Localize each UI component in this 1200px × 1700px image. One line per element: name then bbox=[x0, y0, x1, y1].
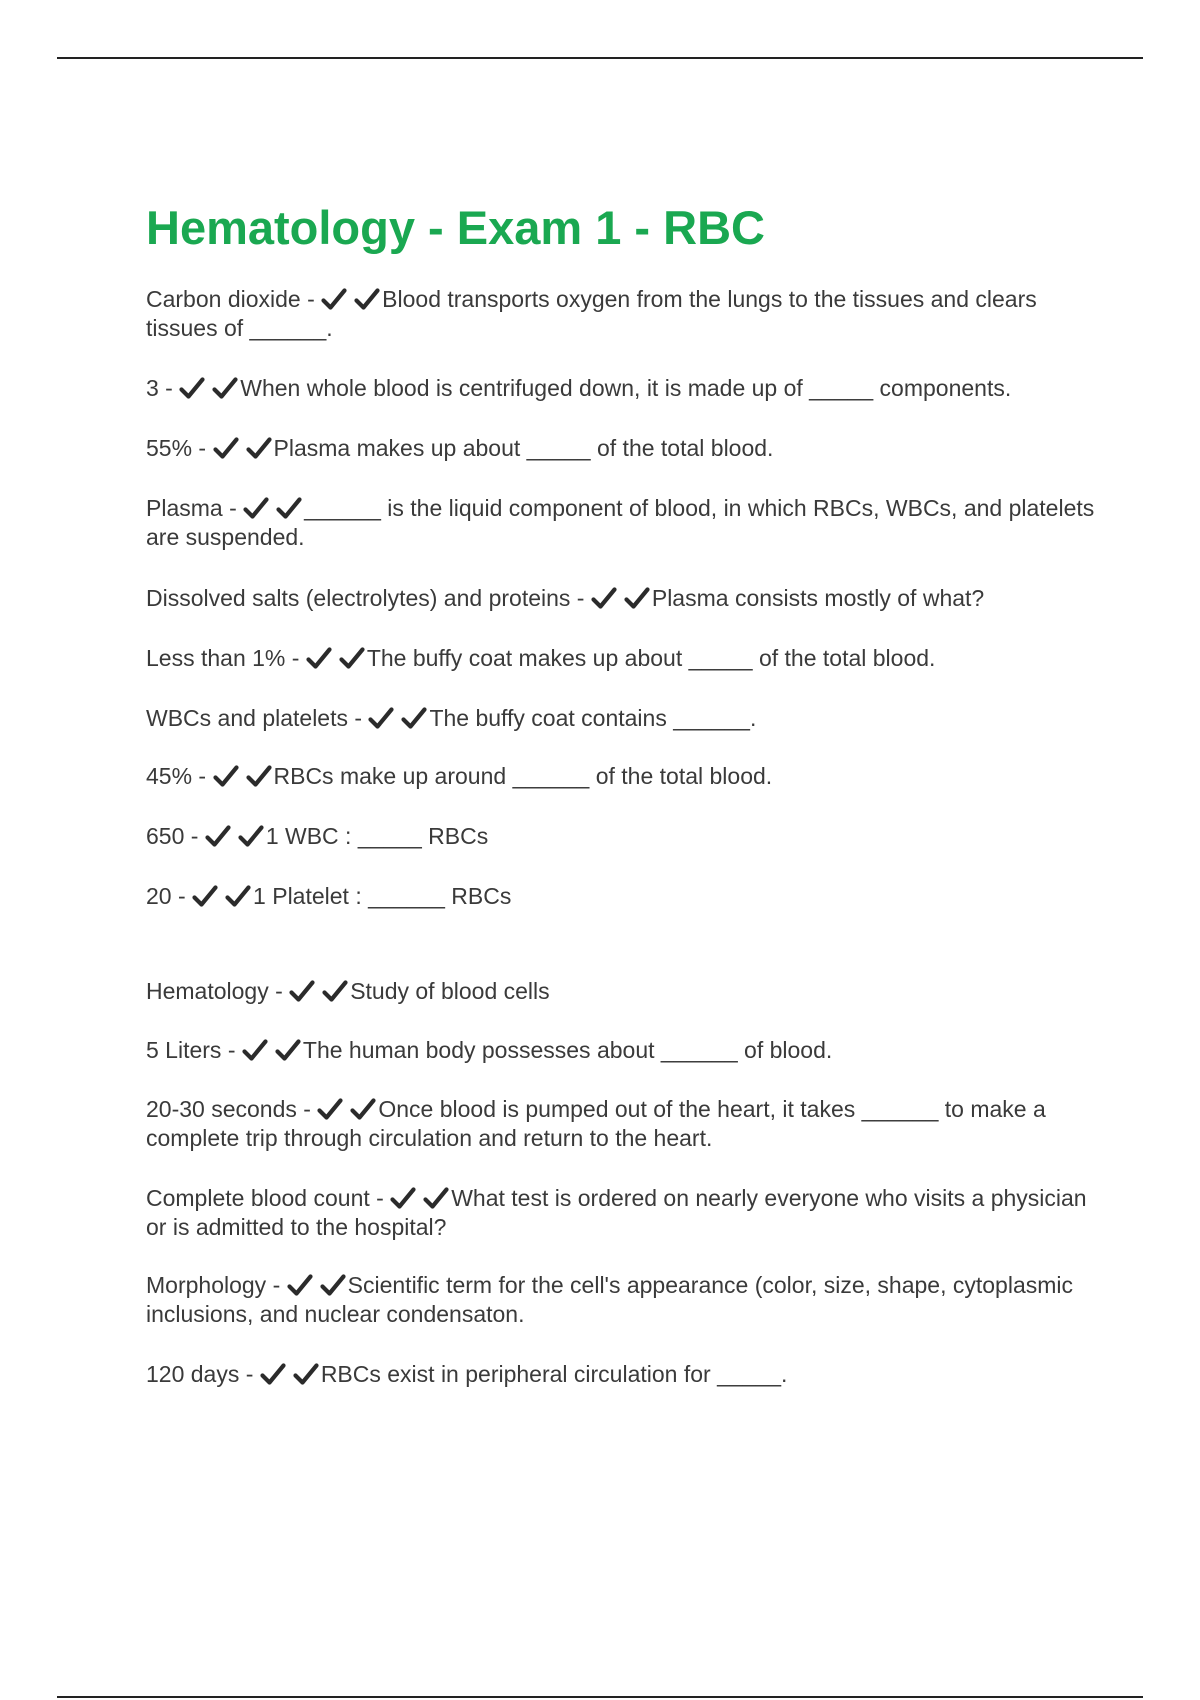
check-mark-icon bbox=[213, 765, 239, 787]
flashcard-entry bbox=[146, 494, 1096, 552]
page-title: Hematology - Exam 1 - RBC bbox=[146, 201, 765, 254]
entry-answer: Carbon dioxide bbox=[146, 286, 301, 312]
check-mark-icon bbox=[401, 707, 427, 729]
check-mark-icon bbox=[339, 647, 365, 669]
entry-question: 1 WBC : _____ RBCs bbox=[265, 823, 489, 849]
flashcard-entry bbox=[146, 704, 1096, 733]
check-mark-icon bbox=[350, 1098, 376, 1120]
check-mark-icon bbox=[322, 980, 348, 1002]
flashcard-entry bbox=[146, 584, 1096, 613]
entry-question: Plasma consists mostly of what? bbox=[651, 585, 985, 611]
entry-separator: - bbox=[192, 435, 213, 461]
entry-answer: 120 days bbox=[146, 1361, 240, 1387]
check-mark-icon bbox=[179, 377, 205, 399]
check-mark-icon bbox=[423, 1187, 449, 1209]
check-mark-icon bbox=[242, 1039, 268, 1061]
flashcard-entry bbox=[146, 1271, 1096, 1329]
flashcard-entry bbox=[146, 374, 1096, 403]
entry-separator: - bbox=[184, 823, 205, 849]
flashcard-entry bbox=[146, 822, 1096, 851]
entry-question: 1 Platelet : ______ RBCs bbox=[253, 883, 512, 909]
flashcard-entry bbox=[146, 1360, 1096, 1389]
check-mark-icon bbox=[238, 825, 264, 847]
entry-answer: Hematology bbox=[146, 978, 269, 1004]
entry-question: Plasma makes up about _____ of the total blood. bbox=[273, 435, 774, 461]
check-mark-icon bbox=[321, 288, 347, 310]
entry-separator: - bbox=[347, 705, 369, 731]
check-mark-icon bbox=[368, 707, 394, 729]
entry-question: Scientific term for the cell's appearance (color, size, shape, cytoplasmic inclusions, and nuclear condensaton. bbox=[146, 1272, 1074, 1327]
entry-question: The human body possesses about ______ of blood. bbox=[302, 1037, 833, 1063]
entry-answer: 20 bbox=[146, 883, 172, 909]
entry-question: ______ is the liquid component of blood, in which RBCs, WBCs, and platelets are suspended. bbox=[146, 495, 1095, 550]
entry-question: The buffy coat contains ______. bbox=[429, 705, 757, 731]
entry-question: The buffy coat makes up about _____ of the total blood. bbox=[366, 645, 936, 671]
entry-separator: - bbox=[285, 645, 306, 671]
entry-answer: Less than 1% bbox=[146, 645, 286, 671]
flashcard-entry bbox=[146, 285, 1096, 343]
check-mark-icon bbox=[246, 765, 272, 787]
entry-answer: 5 Liters bbox=[146, 1037, 222, 1063]
check-mark-icon bbox=[276, 497, 302, 519]
entry-question: RBCs make up around ______ of the total blood. bbox=[273, 763, 773, 789]
flashcard-entry bbox=[146, 1095, 1096, 1153]
entry-answer: 55% bbox=[146, 435, 193, 461]
entry-separator: - bbox=[222, 495, 244, 521]
check-mark-icon bbox=[213, 437, 239, 459]
check-mark-icon bbox=[306, 647, 332, 669]
flashcard-entry bbox=[146, 1036, 1096, 1065]
entry-answer: Plasma bbox=[146, 495, 223, 521]
check-mark-icon bbox=[212, 377, 238, 399]
entry-question: Study of blood cells bbox=[350, 978, 550, 1004]
flashcard-entry bbox=[146, 434, 1096, 463]
entry-separator: - bbox=[300, 286, 322, 312]
check-mark-icon bbox=[317, 1098, 343, 1120]
check-mark-icon bbox=[275, 1039, 301, 1061]
check-mark-icon bbox=[289, 980, 315, 1002]
flashcard-entry bbox=[146, 644, 1096, 673]
check-mark-icon bbox=[287, 1274, 313, 1296]
check-mark-icon bbox=[390, 1187, 416, 1209]
flashcard-entry bbox=[146, 1184, 1096, 1242]
flashcard-entry bbox=[146, 882, 1096, 911]
entry-answer: 3 bbox=[146, 375, 159, 401]
check-mark-icon bbox=[243, 497, 269, 519]
entry-question: When whole blood is centrifuged down, it is made up of _____ components. bbox=[240, 375, 1012, 401]
check-mark-icon bbox=[205, 825, 231, 847]
entry-answer: Complete blood count bbox=[146, 1185, 370, 1211]
flashcard-entry bbox=[146, 762, 1096, 791]
entry-answer: Morphology bbox=[146, 1272, 267, 1298]
entry-separator: - bbox=[570, 585, 591, 611]
entry-answer: 650 bbox=[146, 823, 185, 849]
check-mark-icon bbox=[591, 587, 617, 609]
entry-separator: - bbox=[296, 1096, 318, 1122]
bottom-rule bbox=[57, 1696, 1143, 1698]
entry-separator: - bbox=[266, 1272, 287, 1298]
entry-question: Blood transports oxygen from the lungs to the tissues and clears tissues of ______. bbox=[146, 286, 1037, 341]
check-mark-icon bbox=[246, 437, 272, 459]
entry-answer: Dissolved salts (electrolytes) and proteins bbox=[146, 585, 571, 611]
check-mark-icon bbox=[320, 1274, 346, 1296]
entry-separator: - bbox=[221, 1037, 242, 1063]
entry-question: Once blood is pumped out of the heart, it takes ______ to make a complete trip through circulation and return to the heart. bbox=[146, 1096, 1046, 1151]
entry-separator: - bbox=[171, 883, 193, 909]
check-mark-icon bbox=[624, 587, 650, 609]
check-mark-icon bbox=[354, 288, 380, 310]
check-mark-icon bbox=[192, 885, 218, 907]
entry-answer: 45% bbox=[146, 763, 193, 789]
entry-separator: - bbox=[268, 978, 290, 1004]
entry-separator: - bbox=[192, 763, 213, 789]
entry-answer: 20-30 seconds bbox=[146, 1096, 297, 1122]
entry-separator: - bbox=[158, 375, 180, 401]
check-mark-icon bbox=[260, 1363, 286, 1385]
entry-question: RBCs exist in peripheral circulation for _____. bbox=[320, 1361, 788, 1387]
entry-separator: - bbox=[369, 1185, 391, 1211]
entry-question: What test is ordered on nearly everyone who visits a physician or is admitted to the hospital? bbox=[146, 1185, 1087, 1240]
entry-answer: WBCs and platelets bbox=[146, 705, 348, 731]
check-mark-icon bbox=[225, 885, 251, 907]
entry-separator: - bbox=[239, 1361, 260, 1387]
check-mark-icon bbox=[293, 1363, 319, 1385]
flashcard-entry bbox=[146, 977, 1096, 1006]
top-rule bbox=[57, 57, 1143, 59]
